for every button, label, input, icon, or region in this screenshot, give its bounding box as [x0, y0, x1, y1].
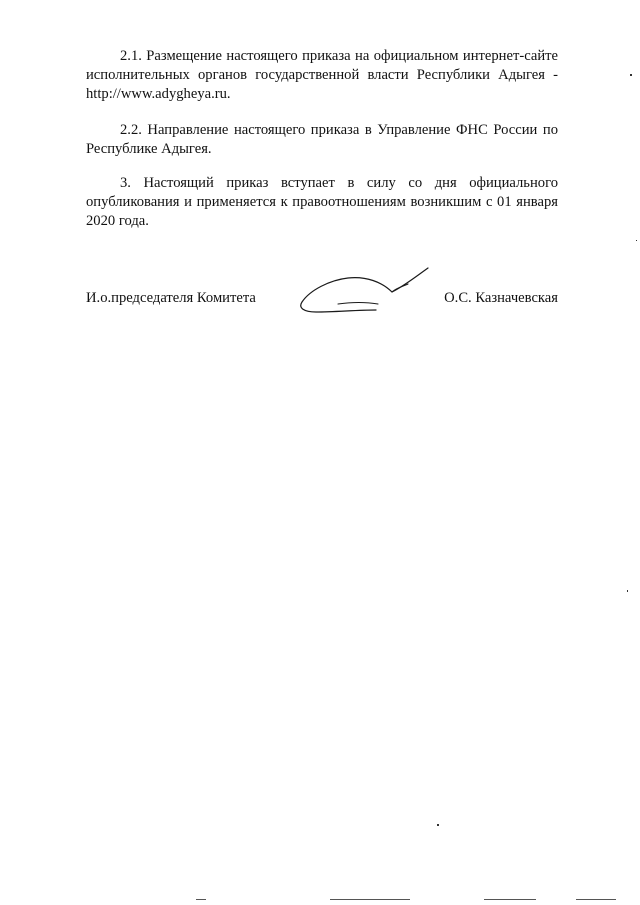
paragraph-2-1: 2.1. Размещение настоящего приказа на официальном интернет-сайте исполнительных органов государственной власти Республики Адыгея - http://www.adygheya.ru. — [86, 48, 558, 102]
scan-speck — [437, 824, 439, 826]
scan-edge-line — [330, 899, 410, 900]
signatory-name: О.С. Казначевская — [444, 290, 558, 306]
paragraph-3: 3. Настоящий приказ вступает в силу со дня официального опубликования и применяется к правоотношениям возникшим с 01 января 2020 года. — [86, 175, 558, 229]
scan-speck — [630, 74, 632, 76]
scan-edge-line — [484, 899, 536, 900]
handwritten-signature — [296, 262, 436, 322]
scan-edge-line — [576, 899, 616, 900]
paragraph-2-2: 2.2. Направление настоящего приказа в Управление ФНС России по Республике Адыгея. — [86, 122, 558, 157]
scan-speck — [627, 590, 628, 592]
scan-speck — [636, 240, 637, 241]
scan-edge-line — [196, 899, 206, 900]
signatory-title: И.о.председателя Комитета — [86, 290, 256, 306]
